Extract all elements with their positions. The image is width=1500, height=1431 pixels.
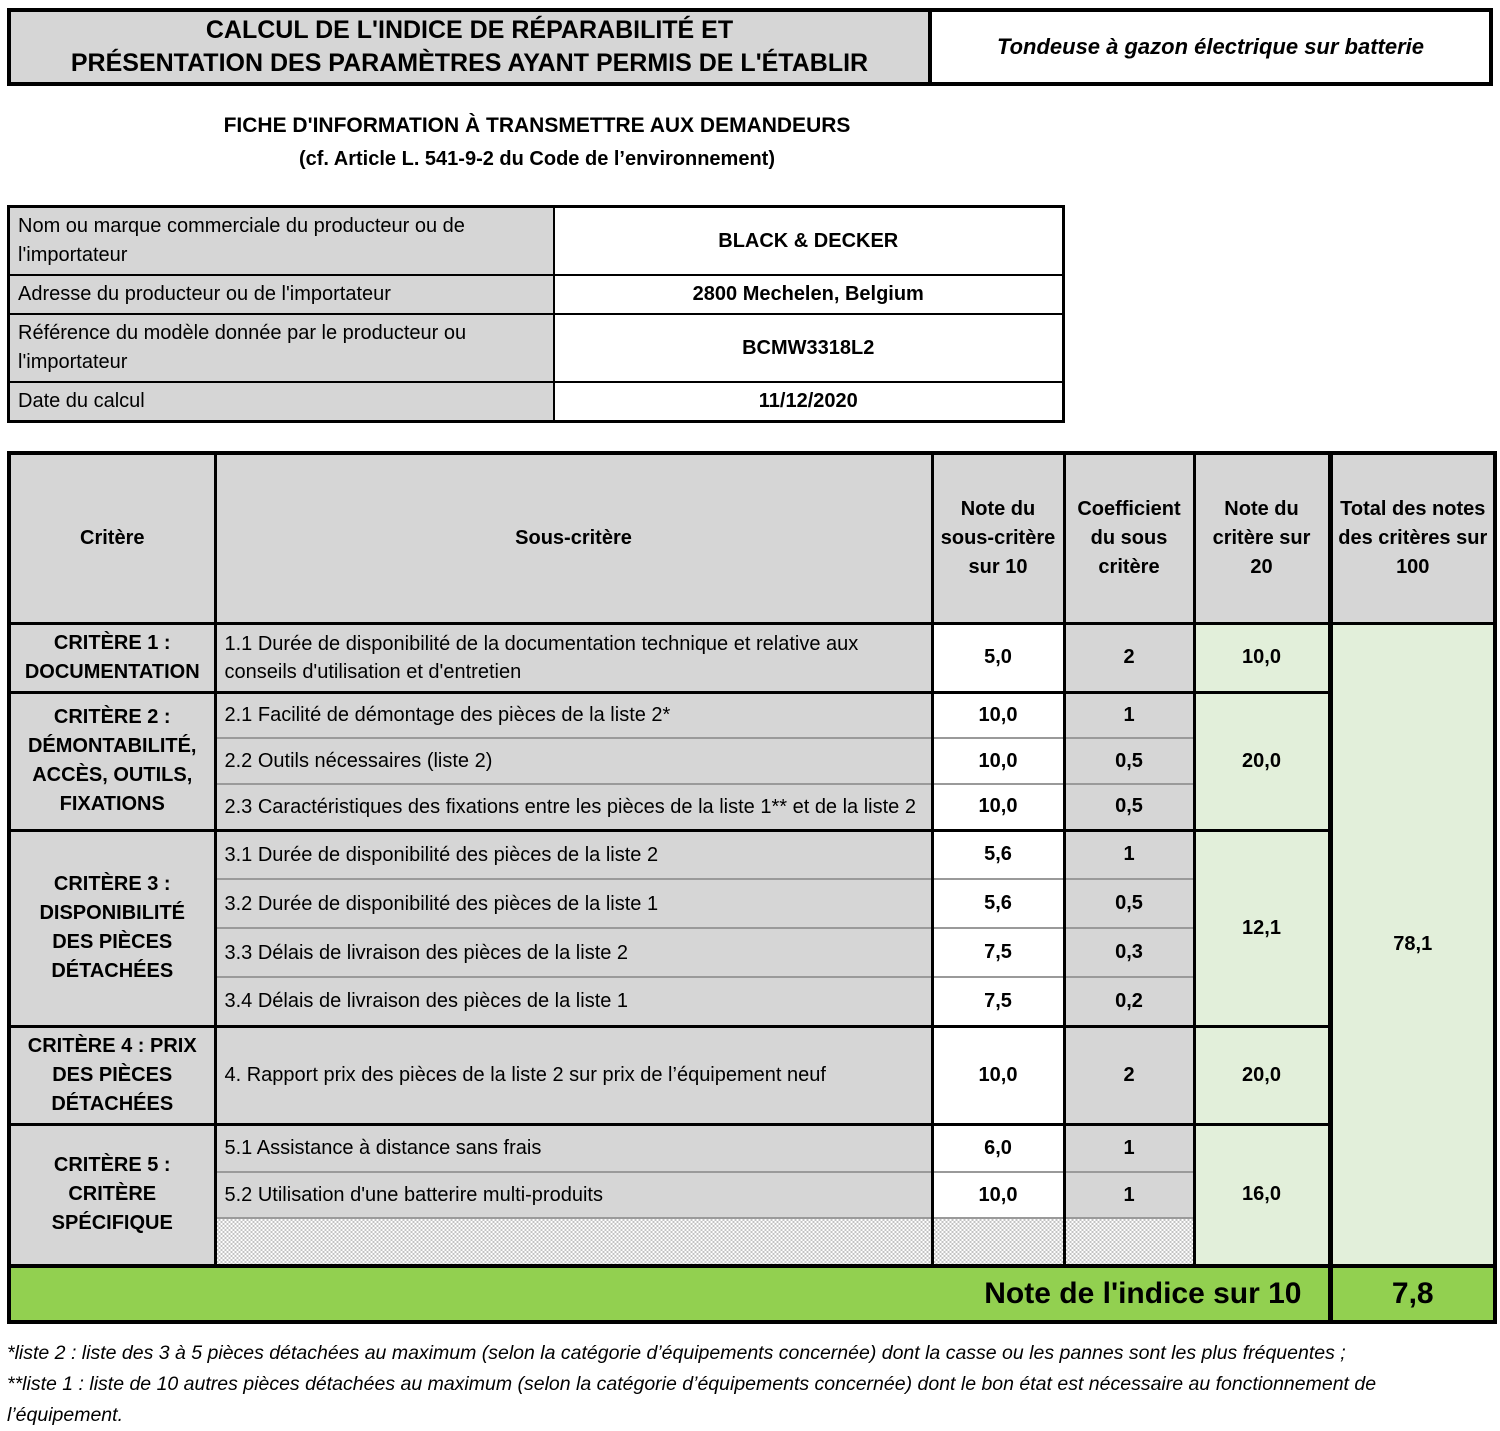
subcriterion-1-1-note: 5,0	[932, 623, 1064, 692]
info-label-model: Référence du modèle donnée par le producteur ou l'importateur	[9, 314, 554, 382]
subcriterion-3-2-coef: 0,5	[1064, 879, 1194, 928]
table-header-row	[9, 453, 1495, 623]
final-score-row	[9, 1266, 1495, 1322]
table-row	[9, 1026, 1495, 1124]
subcriterion-3-2-text: 3.2 Durée de disponibilité des pièces de la liste 1	[215, 879, 932, 928]
subcriterion-3-2-note: 5,6	[932, 879, 1064, 928]
subtitle-line2: (cf. Article L. 541-9-2 du Code de l’environnement)	[298, 148, 775, 170]
subcriterion-2-3-note: 10,0	[932, 784, 1064, 830]
criterion4-label: CRITÈRE 4 : PRIX DES PIÈCES DÉTACHÉES	[9, 1026, 215, 1124]
column-header-coefficient: Coefficient du sous critère	[1064, 453, 1194, 623]
table-row	[9, 275, 1064, 314]
subcriterion-3-4-coef: 0,2	[1064, 977, 1194, 1026]
subcriterion-3-4-note: 7,5	[932, 977, 1064, 1026]
criterion3-note-sur-20: 12,1	[1194, 830, 1330, 1026]
subcriterion-2-2-coef: 0,5	[1064, 738, 1194, 784]
column-header-sous-critere: Sous-critère	[215, 453, 932, 623]
subcriterion-5-2-text: 5.2 Utilisation d'une batterire multi-produits	[215, 1172, 932, 1218]
info-label-date: Date du calcul	[9, 382, 554, 422]
subcriterion-1-1-text: 1.1 Durée de disponibilité de la documentation technique et relative aux conseils d'utilisation et d'entretien	[215, 623, 932, 692]
subcriterion-2-1-text: 2.1 Facilité de démontage des pièces de la liste 2*	[215, 692, 932, 738]
info-value-producer: BLACK & DECKER	[554, 207, 1064, 276]
subtitle-block	[7, 114, 1067, 171]
table-row	[9, 314, 1064, 382]
subcriterion-3-1-coef: 1	[1064, 830, 1194, 879]
criterion4-note-sur-20: 20,0	[1194, 1026, 1330, 1124]
footnote-liste1-continued: l’équipement.	[7, 1404, 123, 1426]
hatched-empty-cell	[932, 1218, 1064, 1266]
document-title	[11, 12, 932, 82]
criterion5-label: CRITÈRE 5 : CRITÈRE SPÉCIFIQUE	[9, 1124, 215, 1266]
subcriterion-2-1-note: 10,0	[932, 692, 1064, 738]
footnotes	[7, 1338, 1493, 1431]
info-value-address: 2800 Mechelen, Belgium	[554, 275, 1064, 314]
product-name: Tondeuse à gazon électrique sur batterie	[932, 12, 1489, 82]
info-label-address: Adresse du producteur ou de l'importateur	[9, 275, 554, 314]
subcriterion-2-3-coef: 0,5	[1064, 784, 1194, 830]
subcriterion-3-1-text: 3.1 Durée de disponibilité des pièces de la liste 2	[215, 830, 932, 879]
criterion5-note-sur-20: 16,0	[1194, 1124, 1330, 1266]
subcriterion-4-note: 10,0	[932, 1026, 1064, 1124]
repairability-score-table	[7, 451, 1497, 1324]
criterion1-note-sur-20: 10,0	[1194, 623, 1330, 692]
producer-info-table	[7, 205, 1065, 423]
subcriterion-3-3-note: 7,5	[932, 928, 1064, 977]
criterion1-label: CRITÈRE 1 : DOCUMENTATION	[9, 623, 215, 692]
criterion2-label: CRITÈRE 2 : DÉMONTABILITÉ, ACCÈS, OUTILS, FIXATIONS	[9, 692, 215, 830]
table-row	[9, 382, 1064, 422]
document-header	[7, 8, 1493, 86]
info-value-date: 11/12/2020	[554, 382, 1064, 422]
final-score-label: Note de l'indice sur 10	[9, 1266, 1330, 1322]
subcriterion-2-3-text: 2.3 Caractéristiques des fixations entre les pièces de la liste 1** et de la liste 2	[215, 784, 932, 830]
table-row	[9, 692, 1495, 738]
subcriterion-5-2-coef: 1	[1064, 1172, 1194, 1218]
subcriterion-4-text: 4. Rapport prix des pièces de la liste 2 sur prix de l’équipement neuf	[215, 1026, 932, 1124]
subcriterion-4-coef: 2	[1064, 1026, 1194, 1124]
subcriterion-5-1-text: 5.1 Assistance à distance sans frais	[215, 1124, 932, 1172]
criterion3-label: CRITÈRE 3 : DISPONIBILITÉ DES PIÈCES DÉTACHÉES	[9, 830, 215, 1026]
hatched-empty-cell	[1064, 1218, 1194, 1266]
column-header-critere: Critère	[9, 453, 215, 623]
subcriterion-2-2-text: 2.2 Outils nécessaires (liste 2)	[215, 738, 932, 784]
column-header-note-sous-critere: Note du sous-critère sur 10	[932, 453, 1064, 623]
subcriterion-5-1-note: 6,0	[932, 1124, 1064, 1172]
column-header-total: Total des notes des critères sur 100	[1330, 453, 1495, 623]
table-row	[9, 207, 1064, 276]
table-row	[9, 830, 1495, 879]
info-value-model: BCMW3318L2	[554, 314, 1064, 382]
subcriterion-3-1-note: 5,6	[932, 830, 1064, 879]
subcriterion-3-3-coef: 0,3	[1064, 928, 1194, 977]
table-row	[9, 1124, 1495, 1172]
document-title-line1: CALCUL DE L'INDICE DE RÉPARABILITÉ ET	[205, 16, 734, 44]
subcriterion-3-4-text: 3.4 Délais de livraison des pièces de la liste 1	[215, 977, 932, 1026]
criterion2-note-sur-20: 20,0	[1194, 692, 1330, 830]
subcriterion-2-2-note: 10,0	[932, 738, 1064, 784]
subcriterion-3-3-text: 3.3 Délais de livraison des pièces de la liste 2	[215, 928, 932, 977]
footnote-liste2: *liste 2 : liste des 3 à 5 pièces détachées au maximum (selon la catégorie d’équipements concernée) dont la casse ou les pannes sont les plus fréquentes ;	[7, 1342, 1346, 1364]
info-label-producer: Nom ou marque commerciale du producteur ou de l'importateur	[9, 207, 554, 276]
total-notes-sur-100: 78,1	[1330, 623, 1495, 1266]
subcriterion-1-1-coef: 2	[1064, 623, 1194, 692]
subcriterion-5-2-note: 10,0	[932, 1172, 1064, 1218]
subcriterion-2-1-coef: 1	[1064, 692, 1194, 738]
column-header-note-critere: Note du critère sur 20	[1194, 453, 1330, 623]
final-score-value: 7,8	[1330, 1266, 1495, 1322]
footnote-liste1: **liste 1 : liste de 10 autres pièces détachées au maximum (selon la catégorie d’équipements concernée) dont le bon état est nécessaire au fonctionnement de	[7, 1373, 1377, 1395]
subtitle-line1: FICHE D'INFORMATION À TRANSMETTRE AUX DEMANDEURS	[223, 114, 851, 137]
document-title-line2: PRÉSENTATION DES PARAMÈTRES AYANT PERMIS DE L'ÉTABLIR	[70, 49, 869, 77]
hatched-empty-cell	[215, 1218, 932, 1266]
table-row	[9, 623, 1495, 692]
subcriterion-5-1-coef: 1	[1064, 1124, 1194, 1172]
